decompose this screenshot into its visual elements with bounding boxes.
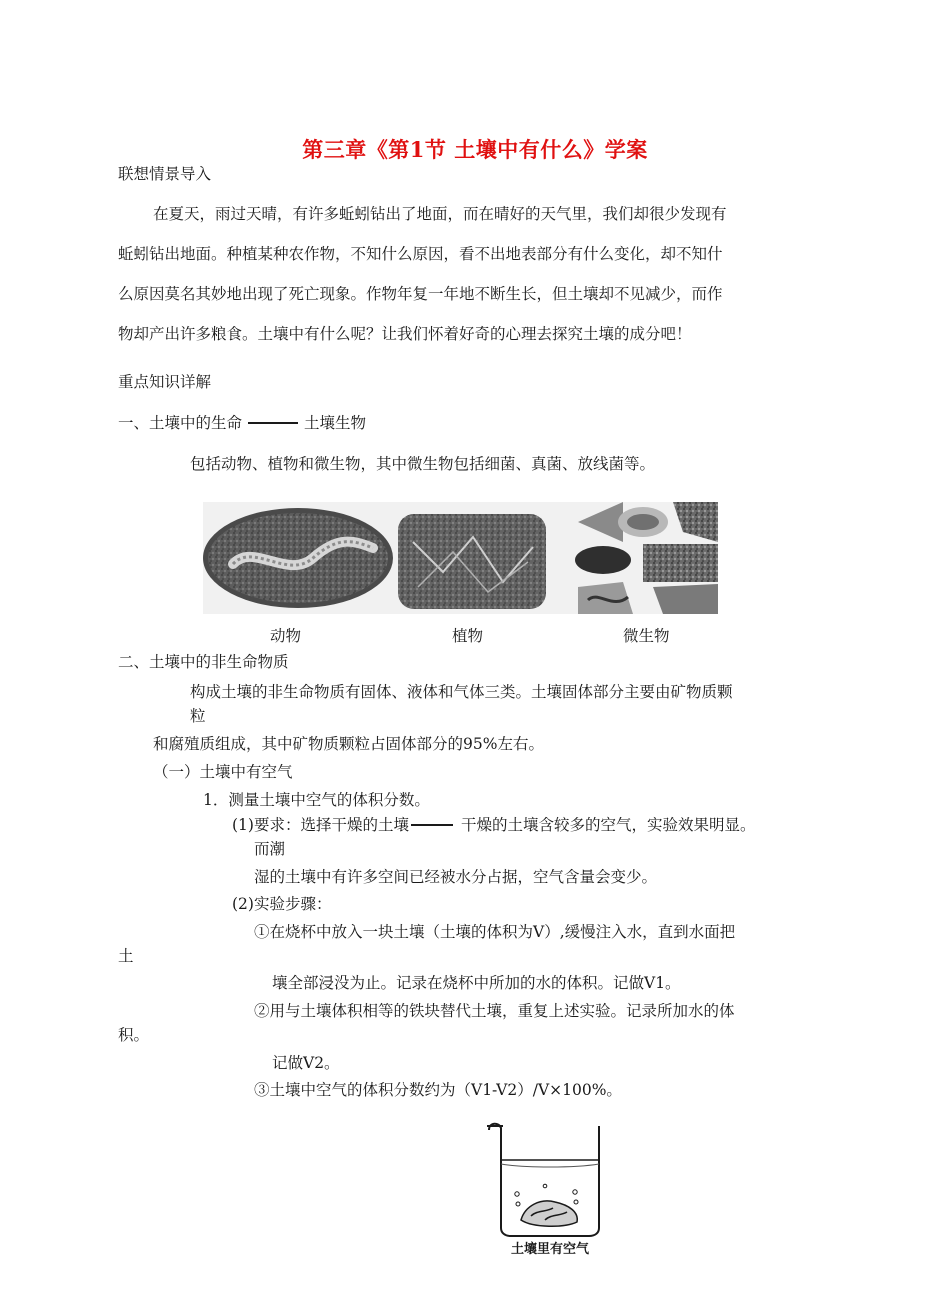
intro-line-3: 么原因莫名其妙地出现了死亡现象。作物年复一年地不断生长，但土壤却不见减少，而作 (118, 285, 723, 303)
sub1-heading: （一）土壤中有空气 (153, 763, 293, 781)
photo-strip-graphic (203, 502, 718, 614)
step-2-line-2: 记做V2。 (272, 1054, 340, 1072)
em-dash (248, 422, 298, 424)
caption-microbe: 微生物 (623, 627, 670, 645)
part1-text: 包括动物、植物和微生物，其中微生物包括细菌、真菌、放线菌等。 (190, 455, 656, 473)
requirement-line-2: 而潮 (254, 840, 286, 858)
figure-caption: 土壤里有空气 (510, 1242, 589, 1257)
part2-line-1: 构成土壤的非生命物质有固体、液体和气体三类。土壤固体部分主要由矿物质颗 (190, 683, 733, 701)
beaker-illustration (485, 1120, 615, 1240)
caption-plant: 植物 (452, 627, 484, 645)
requirement-line-1 (232, 815, 755, 835)
part2-line-3: 和腐殖质组成，其中矿物质颗粒占固体部分的95%左右。 (153, 735, 544, 753)
step-1-wrap: 土 (118, 947, 134, 965)
step-1-line-2: 壤全部浸没为止。记录在烧杯中所加的水的体积。记做V1。 (272, 974, 681, 992)
part2-heading: 二、土壤中的非生命物质 (118, 653, 289, 671)
part1-heading-a: 一、土壤中的生命 (118, 414, 243, 432)
soil-organisms-photo (203, 502, 718, 614)
earthworm-image (203, 508, 393, 608)
requirement-a: (1)要求：选择干燥的土壤 (232, 816, 409, 834)
key-heading: 重点知识详解 (118, 373, 212, 391)
intro-line-1: 在夏天，雨过天晴，有许多蚯蚓钻出了地面，而在晴好的天气里，我们却很少发现有 (153, 205, 727, 223)
part1-heading-b: 土壤生物 (304, 414, 367, 432)
plant-roots-image (398, 514, 546, 609)
step-2-wrap: 积。 (118, 1026, 150, 1044)
step-1-line-1: ①在烧杯中放入一块土壤（土壤的体积为V）,缓慢注入水，直到水面把 (254, 923, 736, 941)
item-1: 1．测量土壤中空气的体积分数。 (203, 791, 430, 809)
step-3: ③土壤中空气的体积分数约为（V1-V2）/V×100%。 (254, 1081, 622, 1099)
requirement-line-3: 湿的土壤中有许多空间已经被水分占据，空气含量会变少。 (254, 868, 658, 886)
caption-animal: 动物 (270, 627, 302, 645)
part1-heading (118, 413, 366, 433)
part2-line-2: 粒 (190, 707, 206, 725)
steps-heading: (2)实验步骤： (232, 895, 332, 913)
step-2-line-1: ②用与土壤体积相等的铁块替代土壤，重复上述实验。记录所加水的体 (254, 1002, 735, 1020)
page-title: 第三章《第1节 土壤中有什么》学案 (302, 137, 648, 162)
intro-line-2: 蚯蚓钻出地面。种植某种农作物，不知什么原因，看不出地表部分有什么变化，却不知什 (118, 245, 723, 263)
microbes-image (575, 502, 718, 614)
em-dash (411, 824, 453, 826)
requirement-b: 干燥的土壤含较多的空气，实验效果明显。 (460, 816, 756, 834)
beaker-graphic (485, 1120, 615, 1240)
intro-heading: 联想情景导入 (118, 165, 212, 183)
intro-line-4: 物却产出许多粮食。土壤中有什么呢？让我们怀着好奇的心理去探究土壤的成分吧！ (118, 325, 692, 343)
